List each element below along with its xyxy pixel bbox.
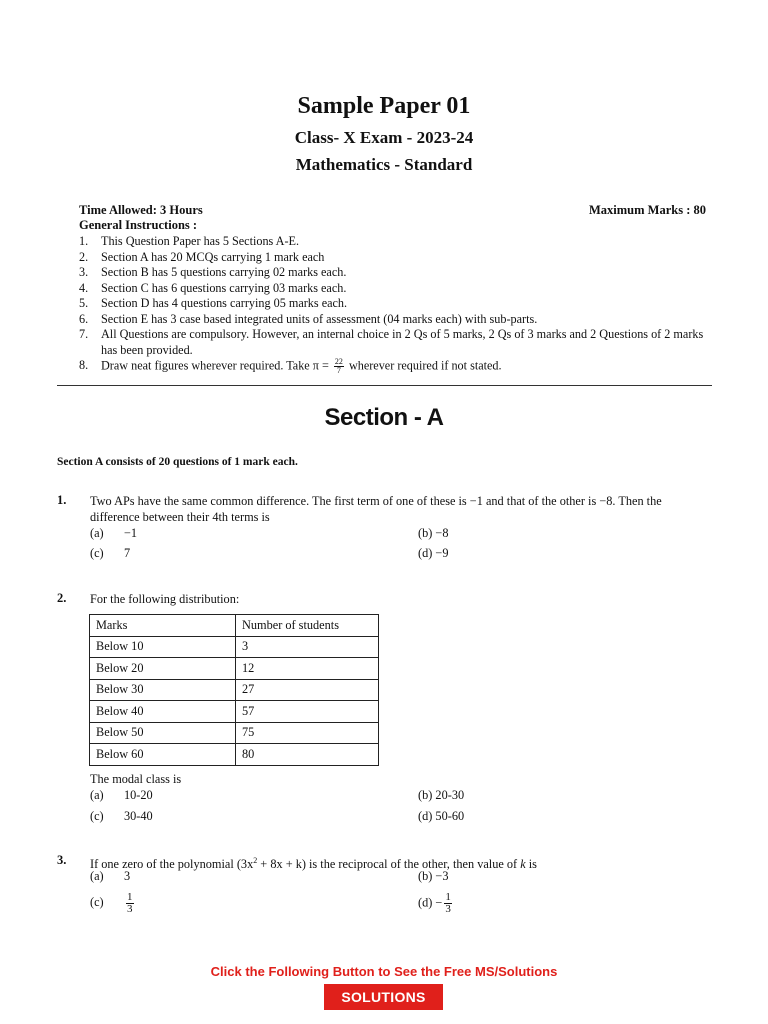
fraction-denominator: 7: [336, 366, 341, 375]
fraction-numerator: 22: [334, 357, 343, 366]
option-b: [418, 788, 464, 803]
option-label: (b): [418, 788, 433, 802]
instruction-number: 8.: [79, 358, 89, 372]
instruction-text-after: wherever required if not stated.: [348, 358, 502, 373]
option-value: 7: [124, 546, 131, 560]
option-a: [90, 526, 137, 541]
option-label: (a): [90, 788, 104, 802]
instruction-text-before: Draw neat figures wherever required. Take π =: [101, 358, 329, 373]
instruction-number: 7.: [79, 327, 89, 341]
table-cell: Below 20: [90, 658, 236, 680]
question-text-after: is: [525, 857, 537, 872]
option-value: 10-20: [124, 788, 153, 802]
option-label: (a): [90, 526, 104, 540]
option-c: [90, 892, 136, 915]
table-row: [90, 722, 379, 744]
instruction-text: [101, 358, 715, 375]
option-label: (c): [90, 895, 104, 910]
option-value: −8: [435, 526, 449, 540]
instruction-number: 1.: [79, 234, 89, 248]
fraction-numerator: 1: [127, 891, 133, 903]
table-row: [90, 636, 379, 658]
option-label: (d): [418, 809, 433, 823]
maximum-marks: Maximum Marks : 80: [589, 203, 706, 217]
section-heading: Section - A: [324, 404, 444, 431]
question-number: 1.: [57, 493, 67, 507]
table-cell: Below 50: [90, 722, 236, 744]
question-text: [90, 853, 714, 872]
question-text-mid: + 8x + k) is the reciprocal of the other, then value of: [257, 857, 521, 872]
option-d: [418, 809, 464, 824]
fraction-denominator: 3: [127, 903, 133, 915]
option-fraction: [444, 892, 452, 915]
option-value: 50-60: [435, 809, 465, 823]
fraction-denominator: 3: [445, 903, 451, 915]
option-label: (b): [418, 526, 433, 540]
class-line: Class- X Exam - 2023-24: [294, 128, 474, 147]
instruction-number: 2.: [79, 249, 89, 264]
distribution-table: [89, 614, 379, 766]
subject-line: Mathematics - Standard: [295, 155, 473, 174]
exponent: 2: [253, 856, 258, 865]
instruction-number: 4.: [79, 280, 89, 295]
option-value: 3: [124, 869, 131, 883]
table-cell: 27: [236, 679, 379, 701]
table-cell: 3: [236, 636, 379, 658]
table-cell: Below 10: [90, 636, 236, 658]
option-label: (d): [418, 895, 433, 910]
instruction-item: [79, 281, 715, 297]
instruction-text: Section D has 4 questions carrying 05 marks each.: [101, 296, 348, 310]
instruction-text: Section B has 5 questions carrying 02 marks each.: [101, 265, 347, 279]
pi-fraction: [334, 358, 344, 375]
question-number: 2.: [57, 591, 67, 605]
option-label: (c): [90, 809, 104, 823]
table-cell: Below 30: [90, 679, 236, 701]
option-value: −1: [124, 526, 138, 540]
instruction-text: Section A has 20 MCQs carrying 1 mark each: [101, 249, 325, 264]
instruction-text: Section C has 6 questions carrying 03 marks each.: [101, 280, 347, 295]
instruction-text: All Questions are compulsory. However, an internal choice in 2 Qs of 5 marks, 2 Qs of 3 marks and 2 Questions of 2 marks has been provided.: [101, 327, 704, 357]
instruction-text: Section E has 3 case based integrated units of assessment (04 marks each) with sub-parts.: [101, 311, 538, 326]
instruction-item: [79, 234, 715, 250]
instruction-item: [79, 250, 715, 266]
table-row: [90, 658, 379, 680]
option-c: [90, 546, 130, 561]
option-label: (c): [90, 546, 104, 560]
option-value: −9: [435, 546, 449, 560]
option-label: (b): [418, 869, 433, 883]
instruction-item: [79, 296, 715, 312]
option-a: [90, 788, 153, 803]
page-title: Sample Paper 01: [297, 93, 471, 119]
question-text: Two APs have the same common difference. The first term of one of these is −1 and that of the other is −8. Then the difference between their 4th terms is: [90, 494, 662, 524]
option-sign: −: [435, 895, 443, 910]
time-allowed: Time Allowed: 3 Hours: [79, 203, 203, 217]
solutions-button[interactable]: SOLUTIONS: [324, 984, 443, 1010]
question-text: For the following distribution:: [90, 592, 240, 606]
option-fraction: [126, 892, 134, 915]
option-d: [418, 892, 454, 915]
instruction-number: 3.: [79, 265, 89, 279]
instructions-list: [79, 234, 715, 375]
question-followup-text: The modal class is: [90, 772, 182, 786]
table-header: Marks: [90, 615, 236, 637]
table-row: [90, 744, 379, 766]
instruction-number: 6.: [79, 311, 89, 326]
table-cell: 12: [236, 658, 379, 680]
solutions-link-text: Click the Following Button to See the Free MS/Solutions: [210, 964, 558, 979]
instruction-item: [79, 265, 715, 281]
table-row: [90, 701, 379, 723]
table-row: [90, 679, 379, 701]
instruction-item: [79, 358, 715, 375]
section-intro: Section A consists of 20 questions of 1 mark each.: [57, 456, 298, 468]
table-cell: Below 60: [90, 744, 236, 766]
option-b: [418, 526, 449, 541]
option-label: (d): [418, 546, 433, 560]
question-number: 3.: [57, 853, 67, 867]
table-cell: Below 40: [90, 701, 236, 723]
table-header: Number of students: [236, 615, 379, 637]
instruction-number: 5.: [79, 296, 89, 310]
option-a: [90, 869, 130, 884]
option-label: (a): [90, 869, 104, 883]
fraction-numerator: 1: [445, 891, 451, 903]
option-value: −3: [435, 869, 449, 883]
option-value: 20-30: [435, 788, 465, 802]
option-value: 30-40: [124, 809, 153, 823]
variable: k: [520, 857, 526, 872]
question-text-before: If one zero of the polynomial (3x: [90, 857, 254, 872]
option-b: [418, 869, 449, 884]
table-header-row: [90, 615, 379, 637]
instruction-text: This Question Paper has 5 Sections A-E.: [101, 234, 300, 248]
divider: [57, 385, 712, 386]
table-cell: 75: [236, 722, 379, 744]
option-c: [90, 809, 153, 824]
table-cell: 80: [236, 744, 379, 766]
general-instructions-heading: General Instructions :: [79, 218, 198, 232]
instruction-item: [79, 327, 715, 358]
option-d: [418, 546, 449, 561]
table-cell: 57: [236, 701, 379, 723]
instruction-item: [79, 312, 715, 328]
